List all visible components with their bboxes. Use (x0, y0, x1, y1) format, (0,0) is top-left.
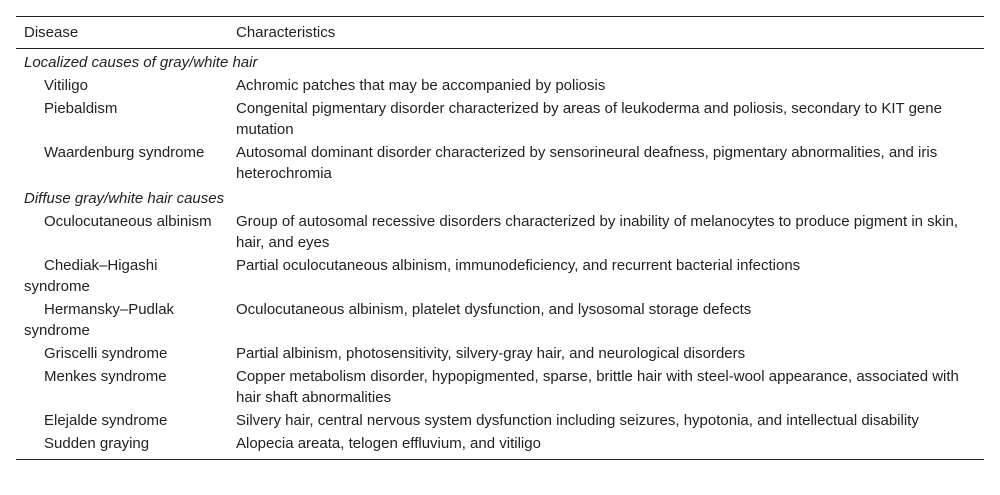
section-title: Diffuse gray/white hair causes (24, 190, 225, 207)
characteristics-cell: Oculocutaneous albinism, platelet dysfunction, and lysosomal storage defects (236, 301, 752, 318)
disease-cell: Sudden graying (44, 435, 150, 452)
table-row (16, 74, 984, 97)
table-row (16, 141, 984, 185)
disease-cell: Elejalde syndrome (44, 412, 168, 429)
disease-cell: Hermansky–Pudlak syndrome (24, 301, 175, 339)
disease-cell: Chediak–Higashi syndrome (24, 257, 158, 295)
disease-cell: Menkes syndrome (44, 368, 167, 385)
table-row (16, 365, 984, 409)
table-row (16, 210, 984, 254)
table-row (16, 298, 984, 342)
table-row (16, 97, 984, 141)
disease-cell: Oculocutaneous albinism (44, 213, 212, 230)
table-row (16, 409, 984, 432)
characteristics-cell: Achromic patches that may be accompanied by poliosis (236, 77, 606, 94)
characteristics-cell: Silvery hair, central nervous system dysfunction including seizures, hypotonia, and intellectual disability (236, 412, 919, 429)
table-row (16, 254, 984, 298)
characteristics-cell: Copper metabolism disorder, hypopigmented, sparse, brittle hair with steel-wool appearance, associated with hair shaft abnormalities (236, 368, 959, 406)
section-row-diffuse (16, 185, 984, 210)
table-row (16, 342, 984, 365)
disease-cell: Waardenburg syndrome (44, 144, 205, 161)
disease-table (16, 16, 984, 460)
disease-cell: Piebaldism (44, 100, 118, 117)
table-body (16, 49, 984, 460)
characteristics-cell: Partial oculocutaneous albinism, immunodeficiency, and recurrent bacterial infections (236, 257, 801, 274)
characteristics-cell: Autosomal dominant disorder characterized by sensorineural deafness, pigmentary abnormalities, and iris heterochromia (236, 144, 938, 182)
header-row (16, 17, 984, 49)
disease-cell: Vitiligo (44, 77, 88, 94)
header-characteristics: Characteristics (228, 17, 984, 49)
characteristics-cell: Group of autosomal recessive disorders characterized by inability of melanocytes to produce pigment in skin, hair, and eyes (236, 213, 959, 251)
section-title: Localized causes of gray/white hair (24, 54, 258, 71)
characteristics-cell: Congenital pigmentary disorder characterized by areas of leukoderma and poliosis, secondary to KIT gene mutation (236, 100, 942, 138)
table-header (16, 17, 984, 49)
header-disease: Disease (16, 17, 228, 49)
characteristics-cell: Partial albinism, photosensitivity, silvery-gray hair, and neurological disorders (236, 345, 746, 362)
section-row-localized (16, 49, 984, 75)
disease-cell: Griscelli syndrome (44, 345, 168, 362)
table-row (16, 432, 984, 460)
characteristics-cell: Alopecia areata, telogen effluvium, and vitiligo (236, 435, 541, 452)
